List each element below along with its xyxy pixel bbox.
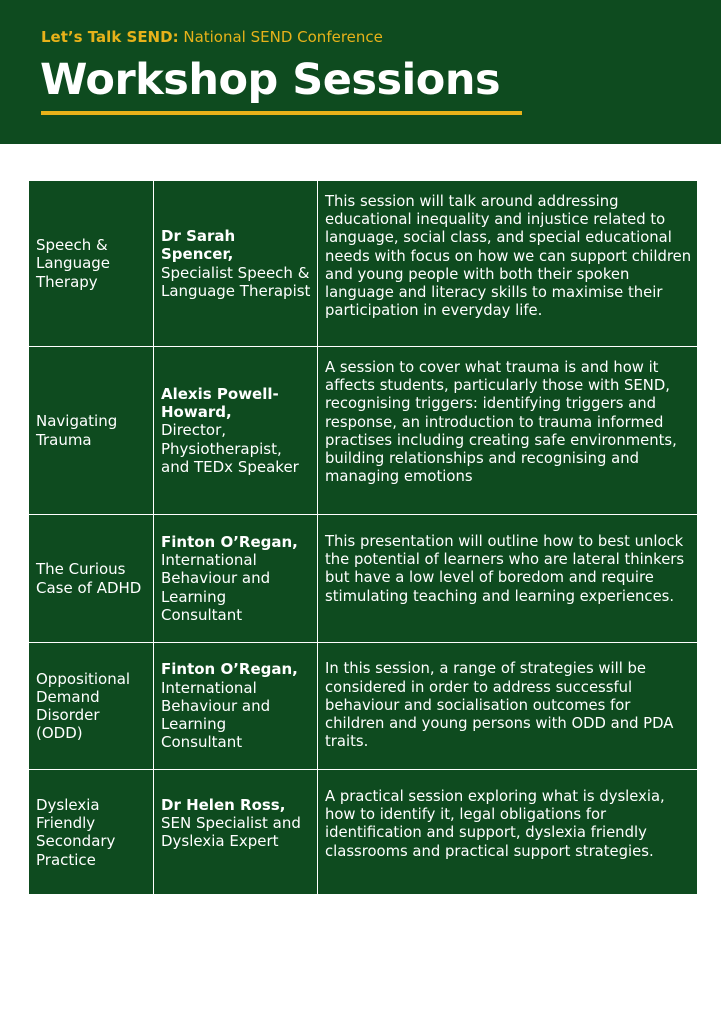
session-topic: Navigating Trauma — [29, 347, 154, 515]
speaker-role: Specialist Speech & Language Therapist — [161, 263, 311, 300]
session-topic: Dyslexia Friendly Secondary Practice — [29, 770, 154, 895]
conference-tagline: Let’s Talk SEND: — [41, 28, 179, 46]
session-topic: The Curious Case of ADHD — [29, 515, 154, 643]
conference-name: National SEND Conference — [178, 28, 383, 46]
session-row — [29, 181, 698, 347]
session-speaker — [154, 643, 318, 770]
session-description: In this session, a range of strategies will be considered in order to address successful behaviour and socialisation outcomes for children and young persons with ODD and PDA traits. — [325, 660, 674, 751]
speaker-name: Alexis Powell-Howard, — [161, 384, 279, 422]
session-description-cell — [318, 770, 698, 895]
speaker-name: Finton O’Regan, — [161, 532, 298, 551]
session-row — [29, 643, 698, 770]
speaker-name: Dr Sarah Spencer, — [161, 227, 236, 264]
session-description: A practical session exploring what is dyslexia, how to identify it, legal obligations for identification and support, dyslexia friendly classrooms and practical support strategies. — [325, 788, 665, 860]
session-row — [29, 347, 698, 515]
session-row — [29, 770, 698, 895]
session-topic: Speech & Language Therapy — [29, 181, 154, 347]
session-description-cell — [318, 643, 698, 770]
speaker-name: Finton O’Regan, — [161, 660, 298, 679]
speaker-role: International Behaviour and Learning Consultant — [161, 678, 271, 752]
speaker-name: Dr Helen Ross, — [161, 796, 286, 814]
conference-subtitle — [41, 27, 383, 47]
speaker-role: SEN Specialist and Dyslexia Expert — [161, 814, 301, 851]
session-speaker — [154, 515, 318, 643]
session-description: A session to cover what trauma is and how it affects students, particularly those with SEND, recognising triggers: identifying triggers and response, an introduction to trauma informed practises including creating safe environments, building relationships and recognising and managing emotions — [325, 359, 677, 486]
session-description: This presentation will outline how to best unlock the potential of learners who are lateral thinkers but have a low level of boredom and require stimulating teaching and learning experiences. — [325, 533, 685, 605]
session-topic: Oppositional Demand Disorder (ODD) — [29, 643, 154, 770]
session-description-cell — [318, 515, 698, 643]
session-description: This session will talk around addressing educational inequality and injustice related to language, social class, and special educational needs with focus on how we can support children and young people with both their spoken language and literacy skills to maximise their participation in everyday life. — [325, 193, 692, 320]
session-description-cell — [318, 347, 698, 515]
title-underline — [41, 111, 522, 115]
session-description-cell — [318, 181, 698, 347]
page-header — [0, 0, 721, 144]
sessions-table — [28, 180, 698, 895]
session-speaker — [154, 181, 318, 347]
session-speaker — [154, 770, 318, 895]
speaker-role: Director, Physiotherapist, and TEDx Speaker — [161, 421, 299, 476]
session-speaker — [154, 347, 318, 515]
session-row — [29, 515, 698, 643]
speaker-role: International Behaviour and Learning Consultant — [161, 551, 271, 624]
page-title: Workshop Sessions — [40, 55, 501, 105]
